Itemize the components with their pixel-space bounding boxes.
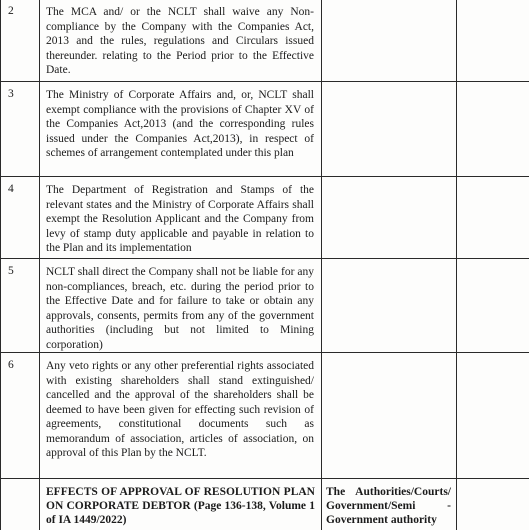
row-text-cell [40, 259, 322, 353]
extra-cell [457, 0, 529, 82]
row-number-cell [1, 177, 40, 259]
row-text-cell [40, 0, 322, 82]
table-row [1, 259, 529, 353]
row-text: NCLT shall direct the Company shall not be liable for any non-compliances, breach, etc. during the period prior to the Effective Date and for failure to take or obtain any approvals, consents, permits from any of the government authorities (including but not limited to Mining corporation) [46, 266, 314, 351]
authority-cell [322, 353, 457, 479]
section-heading-row [1, 479, 529, 530]
table-row [1, 353, 529, 479]
row-number: 4 [8, 183, 14, 195]
row-number-cell [1, 259, 40, 353]
authority-cell [322, 177, 457, 259]
extra-cell [457, 353, 529, 479]
row-text: The Department of Registration and Stamps of the relevant states and the Ministry of Corporate Affairs shall exempt the Resolution Applicant and the Company from levy of stamp duty applicable and payable in relation to the Plan and its implementation [46, 184, 314, 254]
row-number: 2 [8, 5, 14, 17]
row-number-cell [1, 353, 40, 479]
extra-cell [457, 259, 529, 353]
extra-cell [457, 479, 529, 530]
row-text-cell [40, 82, 322, 177]
row-text-cell [40, 177, 322, 259]
authority-cell [322, 82, 457, 177]
row-text: The MCA and/ or the NCLT shall waive any Non-compliance by the Company with the Companies Act, 2013 and the rules, regulations and Circulars issued thereunder. relating to the Period prior to the Effective Date. [46, 6, 314, 76]
table-row [1, 0, 529, 82]
row-number: 3 [8, 88, 14, 100]
section-heading: EFFECTS OF APPROVAL OF RESOLUTION PLAN ON CORPORATE DEBTOR (Page 136-138, Volume 1 of IA 1449/2022) [46, 486, 315, 526]
extra-cell [457, 82, 529, 177]
authority-cell [322, 0, 457, 82]
row-number: 5 [8, 265, 14, 277]
row-text-cell [40, 353, 322, 479]
row-number-cell [1, 479, 40, 530]
row-number-cell [1, 0, 40, 82]
row-number-cell [1, 82, 40, 177]
section-heading-cell [40, 479, 322, 530]
authority-label: The Authorities/Courts/ Government/Semi - Government authority [326, 486, 451, 526]
row-number: 6 [8, 359, 14, 371]
row-text: The Ministry of Corporate Affairs and, or, NCLT shall exempt compliance with the provisions of Chapter XV of the Companies Act,2013 (and the corresponding rules issued under the Companies Act,2013), in respect of schemes of arrangement contemplated under this plan [46, 89, 314, 159]
table-row [1, 82, 529, 177]
row-text: Any veto rights or any other preferential rights associated with existing shareholders shall stand extinguished/ cancelled and the approval of the shareholders shall be deemed to have been given for effecting such revision of agreements, constitutional documents such as memorandum of association, articles of association, on approval of this Plan by the NCLT. [46, 360, 314, 459]
authority-cell [322, 259, 457, 353]
authority-cell [322, 479, 457, 530]
extra-cell [457, 177, 529, 259]
table-row [1, 177, 529, 259]
